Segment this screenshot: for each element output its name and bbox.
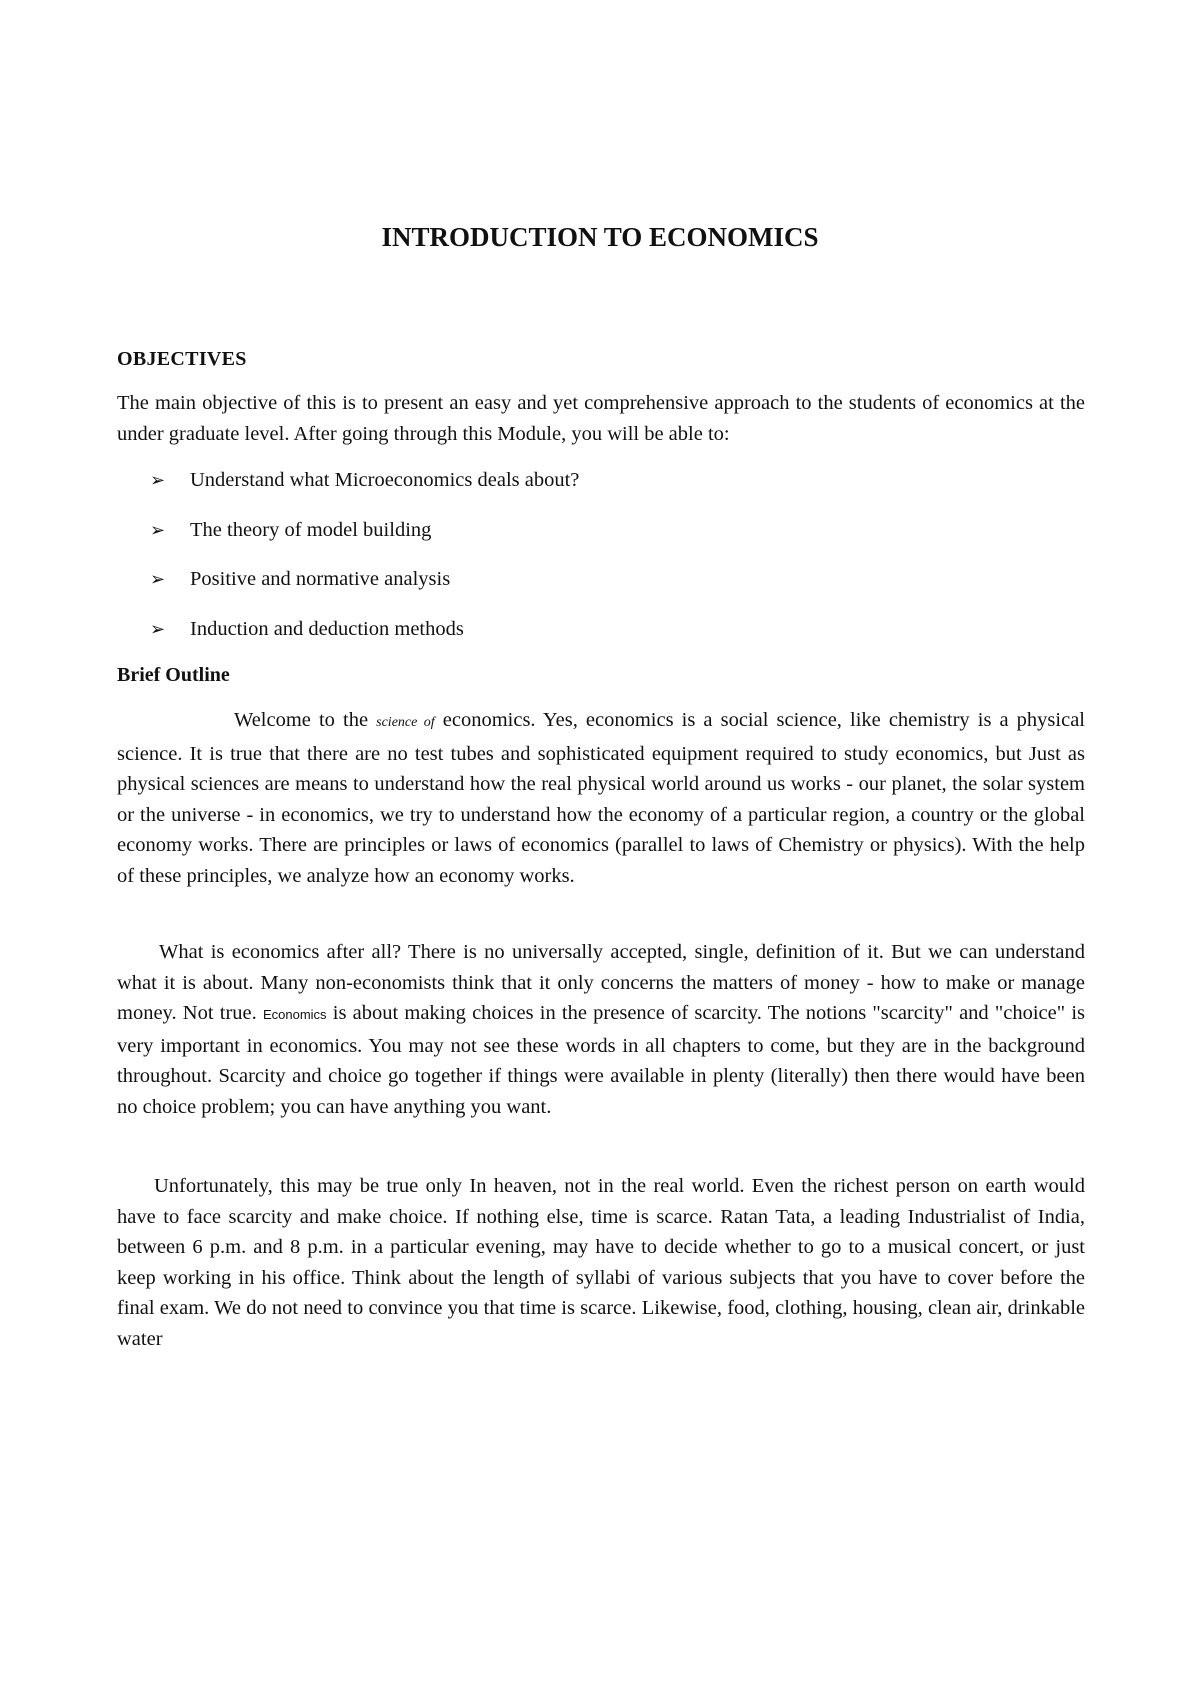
list-item-text: Induction and deduction methods: [190, 617, 464, 640]
list-item: [150, 618, 579, 668]
outline-paragraph-2: [117, 937, 1085, 1122]
list-item-text: Positive and normative analysis: [190, 568, 451, 590]
objectives-heading: OBJECTIVES: [117, 348, 247, 370]
arrowhead-bullet-icon: ➢: [150, 569, 166, 589]
list-item: [150, 568, 579, 618]
emphasized-text: Economics: [262, 1007, 327, 1022]
arrowhead-bullet-icon: ➢: [150, 470, 166, 490]
list-item-text: The theory of model building: [190, 518, 432, 541]
paragraph-text: Welcome to the: [234, 709, 377, 731]
list-item-text: Understand what Microeconomics deals about?: [190, 469, 580, 491]
outline-paragraph-1: [117, 705, 1085, 891]
document-title: INTRODUCTION TO ECONOMICS: [381, 222, 819, 252]
paragraph-text: What is economics after all? There is no universally accepted, single, definition of it. But we can understand what it is about. Many non-economists think that it only concerns the matters of money - how to make or manage money. Not true.: [117, 941, 1085, 1024]
list-item: [150, 519, 579, 569]
brief-outline-heading: Brief Outline: [117, 664, 230, 686]
paragraph-text: economics. Yes, economics is a social science, like chemistry is a physical science. It is true that there are no test tubes and sophisticated equipment required to study economics, but Just as physical sciences are means to understand how the real physical world around us works - our planet, the solar system or the universe - in economics, we try to understand how the economy of a particular region, a country or the global economy works. There are principles or laws of economics (parallel to laws of Chemistry or physics). With the help of these principles, we analyze how an economy works.: [117, 709, 1085, 887]
objectives-list: [150, 469, 579, 667]
outline-paragraph-3: Unfortunately, this may be true only In heaven, not in the real world. Even the richest person on earth would have to face scarcity and make choice. If nothing else, time is scarce. Ratan Tata, a leading Industrialist of India, between 6 p.m. and 8 p.m. in a particular evening, may have to decide whether to go to a musical concert, or just keep working in his office. Think about the length of syllabi of various subjects that you have to cover before the final exam. We do not need to convince you that time is scarce. Likewise, food, clothing, housing, clean air, drinkable water: [117, 1175, 1085, 1350]
arrowhead-bullet-icon: ➢: [150, 519, 166, 540]
list-item: [150, 469, 579, 519]
emphasized-text: science of: [376, 715, 435, 730]
paragraph-text: is about making choices in the presence of scarcity. The notions "scarcity" and "choice" is very important in economics. You may not see these words in all chapters to come, but they are in the background throughout. Scarcity and choice go together if things were available in plenty (literally) then there would have been no choice problem; you can have anything you want.: [117, 1002, 1085, 1118]
objectives-intro-paragraph: The main objective of this is to present an easy and yet comprehensive approach to the students of economics at the under graduate level. After going through this Module, you will be able to:: [117, 392, 1085, 445]
arrowhead-bullet-icon: ➢: [150, 618, 166, 639]
